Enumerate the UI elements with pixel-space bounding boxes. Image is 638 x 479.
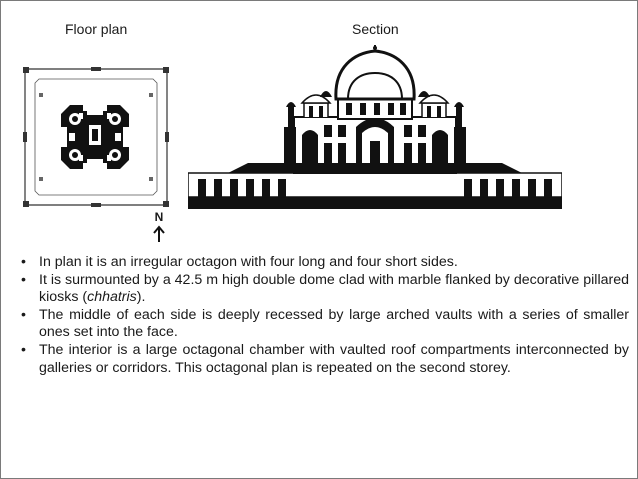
north-label: N (154, 210, 164, 224)
bullet-item: • The interior is a large octagonal chamber with vaulted roof compartments interconnected by galleries or corridors. This octagonal plan is repeated on the second storey. (19, 342, 629, 377)
north-arrow (151, 211, 167, 243)
section-caption: Section (352, 21, 399, 37)
bullet-item: • The middle of each side is deeply recessed by large arched vaults with a series of smaller ones set into the face. (19, 307, 629, 342)
chhatris-term: chhatris (87, 289, 137, 306)
section-drawing (188, 45, 562, 213)
floor-plan-drawing (23, 67, 169, 207)
bullet-item: • In plan it is an irregular octagon with four long and four short sides. (19, 254, 629, 272)
arrow-up-icon (151, 225, 167, 243)
bullet-item: • It is surmounted by a 42.5 m high double dome clad with marble flanked by decorative pillared kiosks (chhatris). (19, 272, 629, 307)
floor-plan-caption: Floor plan (65, 21, 128, 37)
bullet-list (19, 254, 629, 377)
